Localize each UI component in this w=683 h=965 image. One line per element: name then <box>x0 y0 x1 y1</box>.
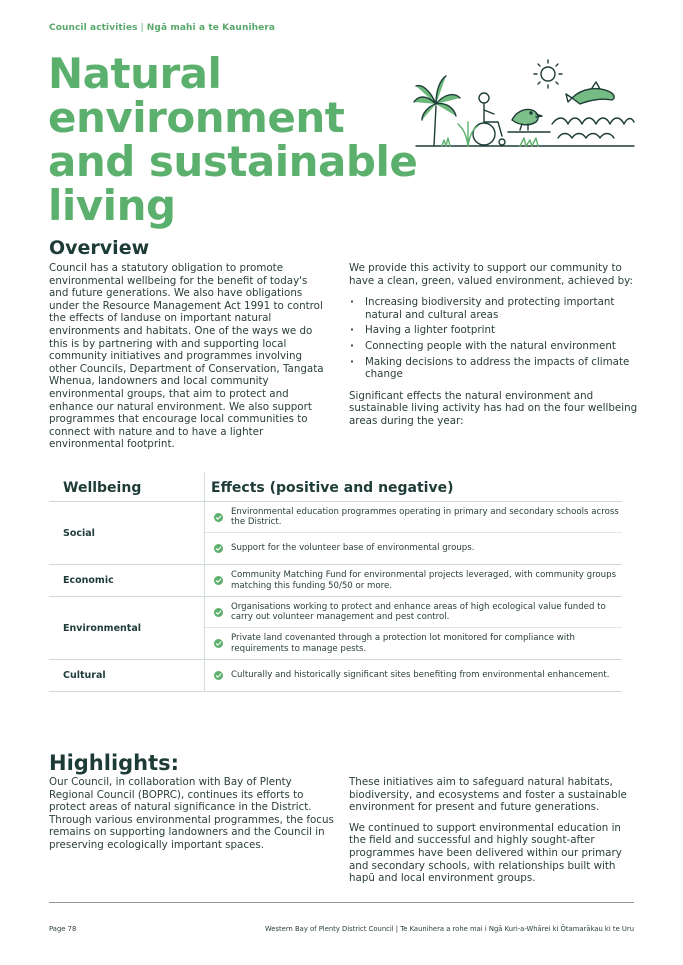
page-title <box>48 49 428 230</box>
list-item: · Having a lighter footprint <box>349 324 639 337</box>
table-row <box>49 660 622 692</box>
effect-item <box>205 502 622 533</box>
effect-text: Private land covenanted through a protection lot monitored for compliance with requirements to manage pests. <box>231 633 575 654</box>
table-row <box>49 597 622 660</box>
nature-scene-illustration <box>412 58 636 150</box>
breadcrumb <box>49 23 275 33</box>
header-wellbeing: Wellbeing <box>63 480 142 496</box>
breadcrumb-section-maori: Ngā mahi a te Kaunihera <box>146 23 276 33</box>
effects-cell <box>204 660 622 691</box>
check-icon <box>214 608 223 617</box>
title-line: environment <box>48 93 345 142</box>
overview-outro: Significant effects the natural environment and sustainable living activity has had on the four wellbeing areas during the year: <box>349 389 638 427</box>
overview-right-column <box>349 262 639 428</box>
wellbeing-label: Cultural <box>63 670 106 681</box>
header-effects: Effects (positive and negative) <box>204 472 622 501</box>
overview-intro: We provide this activity to support our community to have a clean, green, valued environment, achieved by: <box>349 262 633 287</box>
effect-text: Culturally and historically significant sites benefiting from environmental enhancement. <box>231 670 610 681</box>
effect-item <box>205 597 622 628</box>
effect-item <box>205 533 622 564</box>
effect-item <box>205 565 622 596</box>
wellbeing-effects-table <box>49 472 622 692</box>
effects-cell <box>204 565 622 596</box>
title-line: and sustainable <box>48 137 418 186</box>
overview-heading: Overview <box>49 237 150 259</box>
effect-text: Environmental education programmes operating in primary and secondary schools across the District. <box>231 506 619 527</box>
check-icon <box>214 513 223 522</box>
publication-name: Western Bay of Plenty District Council | Te Kaunihera a rohe mai i Ngā Kuri-a-Whārei ki Ōtamarākau ki te Uru <box>264 925 634 933</box>
table-row <box>49 502 622 565</box>
effect-text: Organisations working to protect and enhance areas of high ecological value funded to carry out volunteer management and pest control. <box>231 601 606 622</box>
overview-bullet-list <box>349 296 639 381</box>
overview-body: Council has a statutory obligation to promote environmental wellbeing for the benefit of today's and future generations. We also have obligations under the Resource Management Act 1991 to control the effects of landuse on important natural environments and habitats. One of the ways we do this is by partnering with and supporting local community initiatives and programmes involving other Councils, Department of Conservation, Tangata Whenua, landowners and local community environmental groups, that aim to protect and enhance our natural environment. We also support programmes that encourage local communities to connect with nature and to have a lighter environmental footprint. <box>49 262 324 451</box>
effect-item <box>205 628 622 659</box>
highlights-paragraph: These initiatives aim to safeguard natural habitats, biodiversity, and ecosystems and foster a sustainable environment for present and future generations. <box>349 776 627 814</box>
effects-cell <box>204 597 622 659</box>
title-line: living <box>48 181 176 230</box>
wellbeing-label: Economic <box>63 575 114 586</box>
effect-item <box>205 660 622 691</box>
highlights-paragraph: We continued to support environmental education in the field and successful and highly sought-after programmes have been delivered within our primary and secondary schools, with relationships built with hapū and local environment groups. <box>349 821 622 885</box>
table-header-row <box>49 472 622 502</box>
effects-cell <box>204 502 622 564</box>
check-icon <box>214 544 223 553</box>
highlights-right-column <box>349 776 639 885</box>
footer-divider <box>49 902 634 903</box>
wellbeing-label: Environmental <box>63 622 141 634</box>
effect-text: Support for the volunteer base of environmental groups. <box>231 543 475 554</box>
check-icon <box>214 576 223 585</box>
list-item: · Increasing biodiversity and protecting important natural and cultural areas <box>349 296 639 321</box>
table-row <box>49 565 622 597</box>
highlights-body-left: Our Council, in collaboration with Bay of Plenty Regional Council (BOPRC), continues its efforts to protect areas of natural significance in the District. Through various environmental programmes, the focus remains on supporting landowners and the Council in preserving ecologically important spaces. <box>49 776 334 851</box>
page-number: Page 78 <box>49 925 77 933</box>
list-item: · Making decisions to address the impacts of climate change <box>349 356 639 381</box>
list-item: · Connecting people with the natural environment <box>349 340 639 353</box>
wellbeing-label: Social <box>63 527 95 539</box>
breadcrumb-section: Council activities <box>49 23 138 33</box>
effect-text: Community Matching Fund for environmental projects leveraged, with community groups matching this funding 50/50 or more. <box>231 570 617 591</box>
title-line: Natural <box>48 49 222 98</box>
highlights-heading: Highlights: <box>49 751 180 775</box>
check-icon <box>214 639 223 648</box>
check-icon <box>214 671 223 680</box>
breadcrumb-separator: | <box>140 23 144 33</box>
